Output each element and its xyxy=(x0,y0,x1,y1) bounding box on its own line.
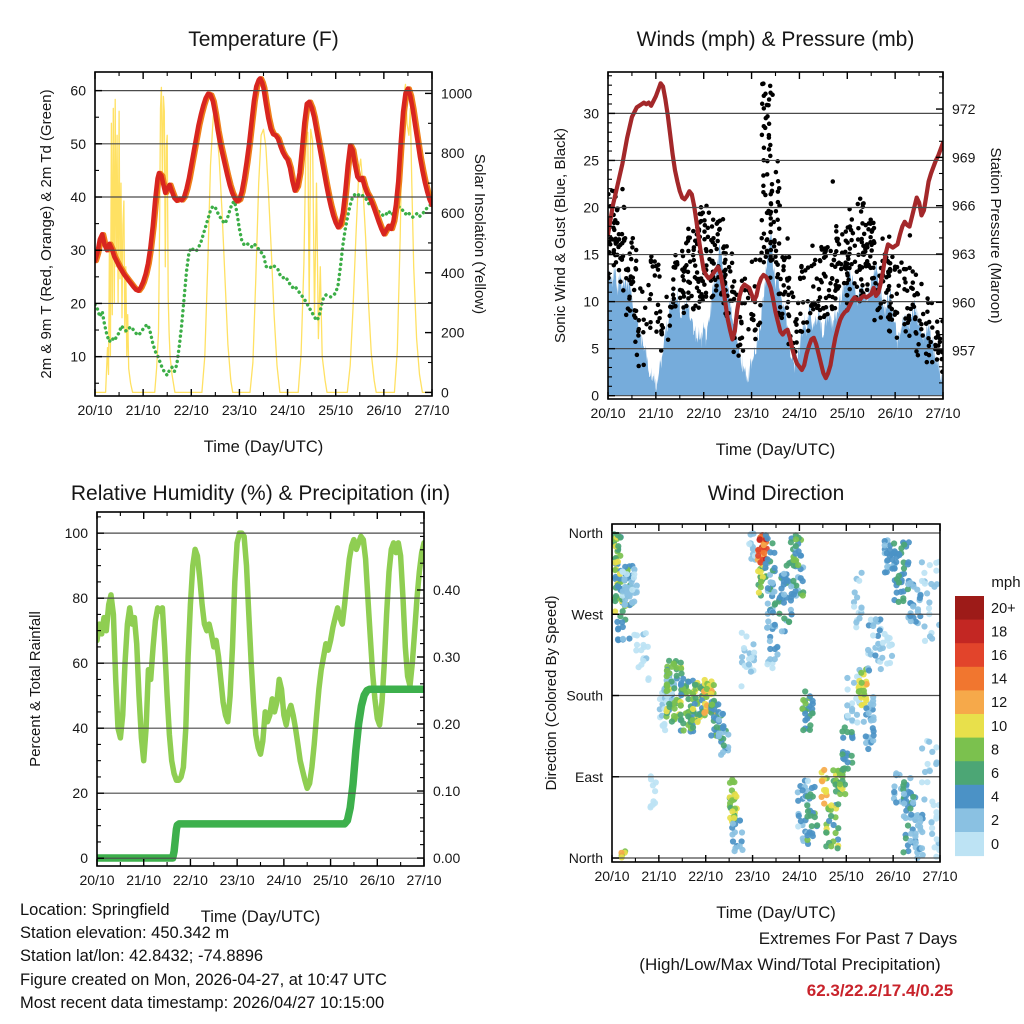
extremes-values: 62.3/22.2/17.4/0.25 xyxy=(806,981,954,1000)
legend-swatch xyxy=(955,808,984,832)
x-tick-label: 27/10 xyxy=(922,868,958,884)
y-tick-label: 963 xyxy=(952,246,976,263)
figure-created: Figure created on Mon, 2026-04-27, at 10:47 UTC xyxy=(20,970,387,989)
left-axis-label: Sonic Wind & Gust (Blue, Black) xyxy=(552,127,569,344)
station-location: Location: Springfield xyxy=(20,901,170,919)
legend-label: 14 xyxy=(991,671,1008,688)
x-tick-label: 25/10 xyxy=(313,872,349,888)
extremes-subtitle: (High/Low/Max Wind/Total Precipitation) xyxy=(639,955,941,974)
x-tick-label: 21/10 xyxy=(641,868,677,884)
legend-label: 2 xyxy=(991,813,1000,830)
x-tick-label: 20/10 xyxy=(594,868,630,884)
chart-title: Winds (mph) & Pressure (mb) xyxy=(636,28,915,51)
y-tick-label: 0.30 xyxy=(433,649,461,666)
legend-title: mph xyxy=(991,574,1021,591)
y-tick-label: 200 xyxy=(441,324,465,341)
legend-swatch xyxy=(955,690,984,714)
station-info xyxy=(20,899,387,1015)
x-tick-label: 21/10 xyxy=(125,402,161,418)
y-tick-label: 30 xyxy=(70,242,86,259)
y-tick-label: 50 xyxy=(70,135,86,152)
temperature-chart xyxy=(38,28,488,456)
y-tick-label: 1000 xyxy=(441,85,473,102)
y-tick-label: 20 xyxy=(583,199,599,216)
y-tick-label: 5 xyxy=(591,340,599,357)
x-tick-label: 24/10 xyxy=(781,868,817,884)
temperature-plot-area xyxy=(95,78,434,392)
y-tick-label: 0 xyxy=(441,384,449,401)
y-tick-label: 957 xyxy=(952,342,976,359)
y-tick-label: 40 xyxy=(72,720,88,737)
legend-swatch xyxy=(955,714,984,738)
legend-label: 0 xyxy=(991,836,1000,853)
y-tick-label: 100 xyxy=(64,525,88,542)
legend-label: 16 xyxy=(991,648,1008,664)
chart-title: Relative Humidity (%) & Precipitation (in) xyxy=(70,482,451,505)
y-tick-label: West xyxy=(571,606,603,623)
x-tick-label: 20/10 xyxy=(77,402,113,418)
y-tick-label: 30 xyxy=(583,105,599,122)
x-tick-label: 24/10 xyxy=(270,402,306,418)
right-axis-label: Station Pressure (Maroon) xyxy=(987,147,1004,324)
y-tick-label: 0.10 xyxy=(433,783,461,800)
y-tick-label: 25 xyxy=(583,152,599,169)
x-axis-label: Time (Day/UTC) xyxy=(200,908,321,926)
2m_temperature xyxy=(95,78,432,290)
station-latlon: Station lat/lon: 42.8432; -74.8896 xyxy=(20,947,264,966)
x-tick-label: 24/10 xyxy=(781,405,817,421)
extremes-title: Extremes For Past 7 Days xyxy=(758,929,958,948)
legend-label: 4 xyxy=(991,789,1000,806)
legend-label: 18 xyxy=(991,624,1008,641)
y-tick-label: 10 xyxy=(70,348,86,365)
legend-label: 6 xyxy=(991,766,1000,782)
y-tick-label: 60 xyxy=(70,82,86,99)
x-tick-label: 27/10 xyxy=(406,872,442,888)
y-tick-label: 60 xyxy=(72,655,88,672)
x-tick-label: 26/10 xyxy=(875,868,911,884)
humidity-precipitation-chart xyxy=(27,482,460,926)
y-tick-label: 960 xyxy=(952,294,976,311)
y-tick-label: North xyxy=(568,850,603,867)
y-tick-label: South xyxy=(566,687,603,704)
x-tick-label: 26/10 xyxy=(366,402,402,418)
y-tick-label: 400 xyxy=(441,264,465,281)
y-tick-label: 972 xyxy=(952,101,976,118)
x-tick-label: 21/10 xyxy=(126,872,162,888)
x-tick-label: 27/10 xyxy=(925,405,961,421)
x-tick-label: 23/10 xyxy=(219,872,255,888)
x-tick-label: 23/10 xyxy=(735,868,771,884)
relative_humidity xyxy=(97,533,424,788)
chart-title: Temperature (F) xyxy=(188,28,339,51)
y-tick-label: 40 xyxy=(70,189,86,206)
legend-label: 8 xyxy=(991,742,1000,759)
y-tick-label: 800 xyxy=(441,145,465,162)
legend-swatch xyxy=(955,643,984,667)
legend-swatch xyxy=(955,761,984,785)
legend-label: 20+ xyxy=(991,600,1016,617)
y-tick-label: 20 xyxy=(70,295,86,312)
y-tick-label: 10 xyxy=(583,293,599,310)
x-axis-label: Time (Day/UTC) xyxy=(715,441,836,459)
y-tick-label: North xyxy=(568,525,603,542)
x-tick-label: 22/10 xyxy=(686,405,722,421)
x-tick-label: 26/10 xyxy=(877,405,913,421)
y-tick-label: 600 xyxy=(441,205,465,222)
x-tick-label: 24/10 xyxy=(266,872,302,888)
x-tick-label: 21/10 xyxy=(638,405,674,421)
legend-label: 10 xyxy=(991,718,1008,735)
y-tick-label: 80 xyxy=(72,590,88,607)
x-tick-label: 20/10 xyxy=(590,405,626,421)
legend-swatch xyxy=(955,667,984,691)
left-axis-label: Percent & Total Rainfall xyxy=(27,611,44,767)
solar_insolation xyxy=(95,84,432,392)
chart-title: Wind Direction xyxy=(707,482,845,505)
station-elevation: Station elevation: 450.342 m xyxy=(20,924,230,943)
y-tick-label: 20 xyxy=(72,785,88,802)
left-axis-label: Direction (Colored By Speed) xyxy=(543,595,560,791)
x-tick-label: 23/10 xyxy=(734,405,770,421)
y-tick-label: 0.20 xyxy=(433,716,461,733)
x-tick-label: 26/10 xyxy=(359,872,395,888)
x-tick-label: 20/10 xyxy=(79,872,115,888)
legend-label: 12 xyxy=(991,695,1008,712)
y-tick-label: 15 xyxy=(583,246,599,263)
right-axis-label: Solar Insolation (Yellow) xyxy=(471,153,488,315)
y-tick-label: 0 xyxy=(80,850,88,867)
legend-swatch xyxy=(955,832,984,856)
x-tick-label: 22/10 xyxy=(172,872,208,888)
left-axis-label: 2m & 9m T (Red, Orange) & 2m Td (Green) xyxy=(38,89,55,379)
x-axis-label: Time (Day/UTC) xyxy=(203,438,324,456)
x-tick-label: 27/10 xyxy=(414,402,450,418)
y-tick-label: 0 xyxy=(591,387,599,404)
x-tick-label: 25/10 xyxy=(828,868,864,884)
speed-colorbar xyxy=(955,574,1021,856)
wind-direction-chart xyxy=(543,482,958,922)
legend-swatch xyxy=(955,596,984,620)
y-tick-label: 966 xyxy=(952,197,976,214)
x-tick-label: 25/10 xyxy=(829,405,865,421)
y-tick-label: East xyxy=(574,768,603,785)
x-tick-label: 22/10 xyxy=(173,402,209,418)
humidity-plot-area xyxy=(97,533,424,858)
legend-swatch xyxy=(955,785,984,809)
x-tick-label: 23/10 xyxy=(221,402,257,418)
x-tick-label: 22/10 xyxy=(688,868,724,884)
y-tick-label: 0.00 xyxy=(433,850,461,867)
legend-swatch xyxy=(955,620,984,644)
x-tick-label: 25/10 xyxy=(318,402,354,418)
x-axis-label: Time (Day/UTC) xyxy=(716,904,836,922)
y-tick-label: 0.40 xyxy=(433,581,461,598)
legend-swatch xyxy=(955,738,984,762)
winds-pressure-chart xyxy=(552,28,1004,459)
data-timestamp: Most recent data timestamp: 2026/04/27 10:15:00 xyxy=(20,993,385,1012)
y-tick-label: 969 xyxy=(952,149,976,166)
